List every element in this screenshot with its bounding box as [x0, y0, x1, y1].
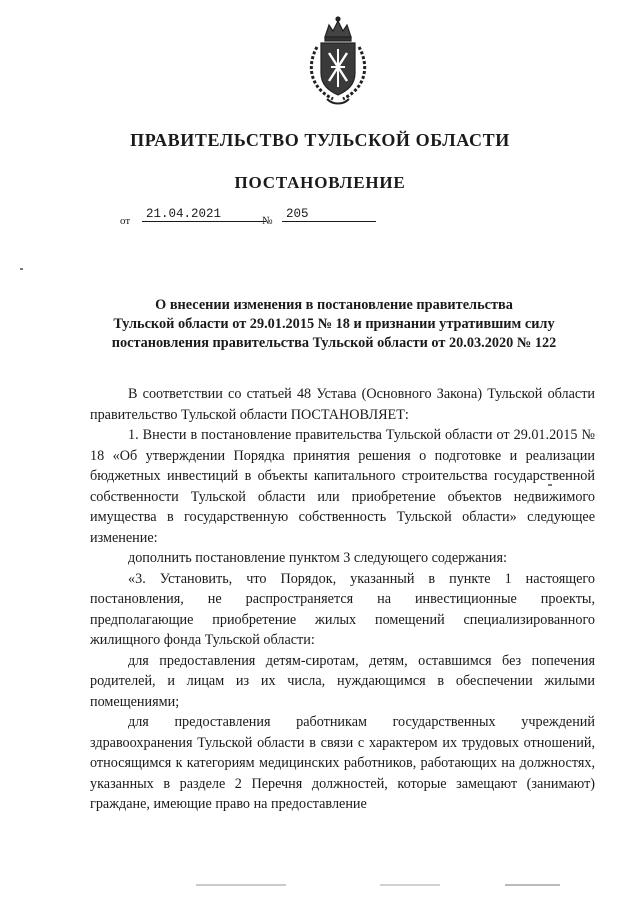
number-prefix: № [262, 215, 273, 227]
body-paragraph: «3. Установить, что Порядок, указанный в пункте 1 настоящего постановления, не распространяется на инвестиционные проекты, предполагающие приобретение жилых помещений специализированного жилищного фонда Тульской области: [90, 570, 595, 648]
document-date: 21.04.2021 [142, 207, 266, 222]
body-paragraph: дополнить постановление пунктом 3 следующего содержания: [128, 550, 507, 566]
subject-line: Тульской области от 29.01.2015 № 18 и признании утратившим силу [113, 316, 555, 332]
organization-title: ПРАВИТЕЛЬСТВО ТУЛЬСКОЙ ОБЛАСТИ [130, 130, 510, 150]
scan-speck [548, 484, 552, 486]
body-paragraph: для предоставления работникам государственных учреждений здравоохранения Тульской области в связи с характером их трудовых отношений, относящимся к категориям медицинских работников, работающих на должностях, указанных в разделе 2 Перечня должностей, которые замещают (занимают) граждане, имеющие право на предоставление [90, 714, 595, 812]
body-paragraph: 1. Внести в постановление правительства Тульской области от 29.01.2015 № 18 «Об утверждении Порядка принятия решения о подготовке и реализации бюджетных инвестиций в объекты капитального строительства государственной собственности Тульской области или приобретение объектов недвижимого имущества в государственную собственность Тульской области» следующее изменение: [90, 427, 595, 546]
document-type: ПОСТАНОВЛЕНИЕ [234, 173, 406, 192]
scan-artifact-line [505, 884, 560, 886]
document-number: 205 [282, 207, 376, 222]
subject-line: постановления правительства Тульской области от 20.03.2020 № 122 [111, 335, 557, 351]
date-number-line [120, 207, 380, 229]
scan-artifact-line [380, 884, 440, 886]
document-subject [80, 296, 588, 353]
body-paragraph: В соответствии со статьей 48 Устава (Основного Закона) Тульской области правительство Тульской области ПОСТАНОВЛЯЕТ: [90, 386, 595, 423]
document-body [90, 384, 595, 815]
scan-artifact-line [196, 884, 286, 886]
body-paragraph: для предоставления детям-сиротам, детям, оставшимся без попечения родителей, и лицам из их числа, нуждающимся в обеспечении жилыми помещениями; [90, 652, 595, 710]
scan-speck [20, 268, 23, 270]
date-prefix: от [120, 215, 131, 227]
coat-of-arms-icon [303, 15, 373, 107]
subject-line: О внесении изменения в постановление правительства [155, 297, 513, 313]
